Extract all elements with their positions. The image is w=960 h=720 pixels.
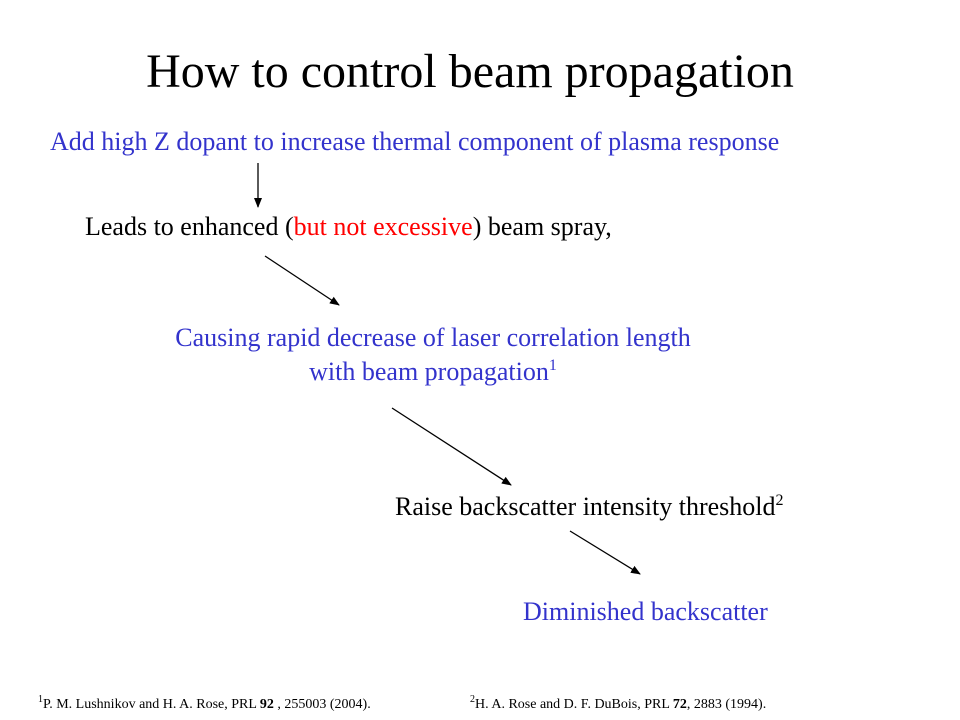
reference-2-pages: , 2883 (1994). <box>686 697 767 712</box>
reference-2 <box>470 696 766 714</box>
reference-2-volume: 72 <box>672 697 687 712</box>
step-beam-spray-emphasis: but not excessive <box>293 212 473 241</box>
reference-2-number: 2 <box>470 694 475 705</box>
step-backscatter-threshold-text: Raise backscatter intensity threshold <box>395 492 776 521</box>
reference-1-number: 1 <box>38 694 43 705</box>
ref-marker-2: 2 <box>775 492 784 509</box>
step-diminished-backscatter: Diminished backscatter <box>523 597 768 626</box>
reference-2-authors: H. A. Rose and D. F. DuBois, PRL <box>475 697 673 712</box>
step-correlation-line2-text: with beam propagation <box>309 357 549 386</box>
reference-1 <box>38 696 371 714</box>
arrow-step2-to-step3 <box>265 256 339 305</box>
arrow-step3-to-step4 <box>392 408 511 485</box>
arrow-step4-to-step5 <box>570 531 640 574</box>
page-title: How to control beam propagation <box>146 45 794 98</box>
step-correlation-line1: Causing rapid decrease of laser correlation length <box>175 323 691 352</box>
ref-marker-1: 1 <box>548 357 557 374</box>
step-beam-spray-before: Leads to enhanced ( <box>85 212 294 241</box>
reference-1-volume: 92 <box>259 697 274 712</box>
step-beam-spray-after: ) beam spray, <box>472 212 612 241</box>
reference-1-authors: P. M. Lushnikov and H. A. Rose, PRL <box>43 697 260 712</box>
step-add-dopant: Add high Z dopant to increase thermal component of plasma response <box>50 127 780 156</box>
reference-1-pages: , 255003 (2004). <box>273 697 371 712</box>
